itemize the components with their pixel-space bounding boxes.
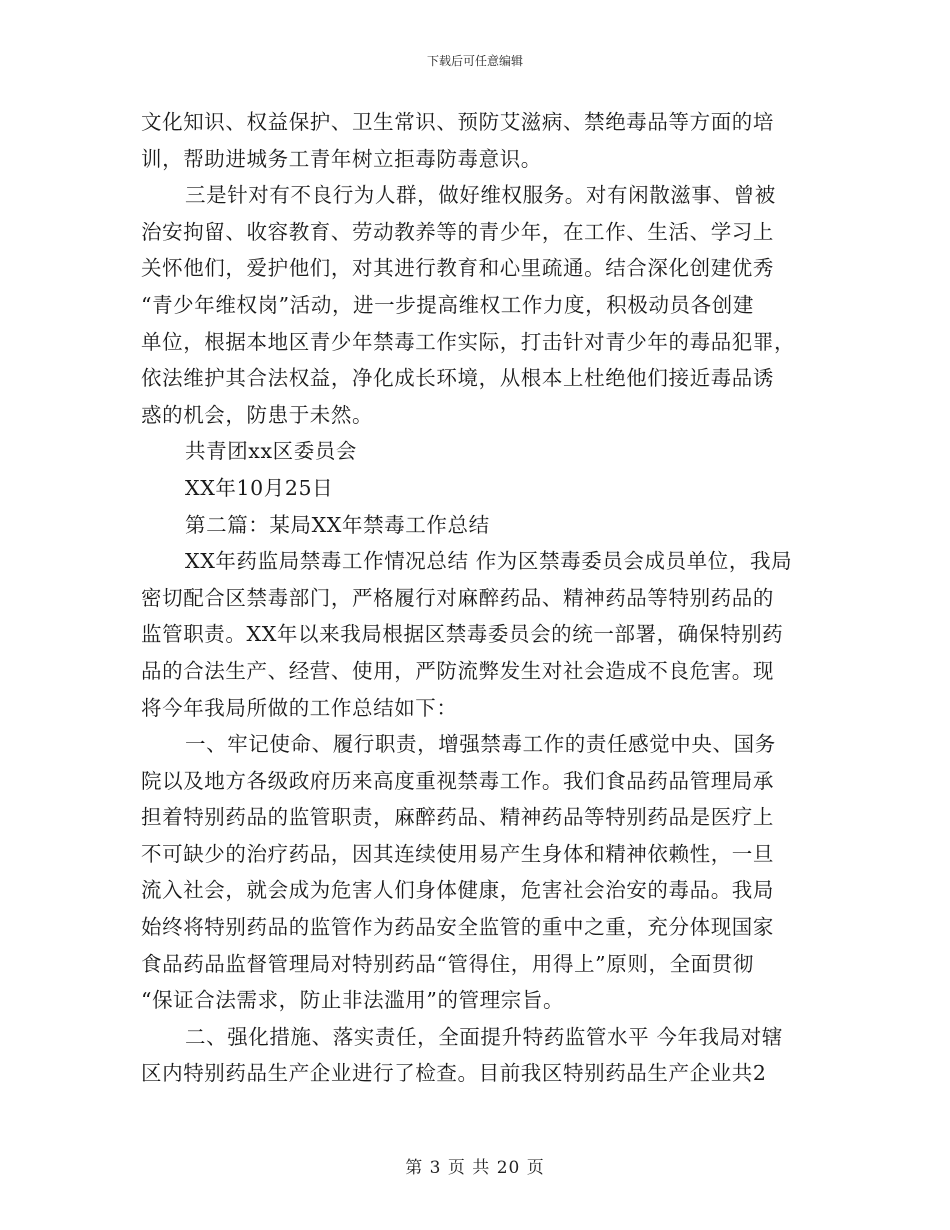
page-header: 下载后可任意编辑 [426,54,523,68]
footer-middle: 页 共 [447,1158,491,1178]
text-line: 监管职责。XX年以来我局根据区禁毒委员会的统一部署，确保特别药 [141,622,784,647]
text-line: 院以及地方各级政府历来高度重视禁毒工作。我们食品药品管理局承 [141,768,774,793]
text-line: 流入社会，就会成为危害人们身体健康，危害社会治安的毒品。我局 [141,878,774,903]
text-line: XX年药监局禁毒工作情况总结 作为区禁毒委员会成员单位，我局 [185,549,793,574]
text-line: 担着特别药品的监管职责，麻醉药品、精神药品等特别药品是医疗上 [141,805,774,830]
text-line: 共青团xx区委员会 [185,439,358,464]
text-line: 治安拘留、收容教育、劳动教养等的青少年，在工作、生活、学习上 [141,219,774,244]
text-line: 关怀他们，爱护他们，对其进行教育和心里疏通。结合深化创建优秀 [141,256,774,281]
text-line: 密切配合区禁毒部门，严格履行对麻醉药品、精神药品等特别药品的 [141,585,774,610]
footer-suffix: 页 [526,1158,545,1178]
text-line: 单位，根据本地区青少年禁毒工作实际，打击针对青少年的毒品犯罪， [141,329,796,354]
text-line: 惑的机会，防患于未然。 [141,402,374,427]
text-line: “青少年维权岗”活动，进一步提高维权工作力度，积极动员各创建 [141,292,754,317]
text-line: 训，帮助进城务工青年树立拒毒防毒意识。 [141,146,542,171]
text-line: 始终将特别药品的监管作为药品安全监管的重中之重，充分体现国家 [141,915,774,940]
text-line: 品的合法生产、经营、使用，严防流弊发生对社会造成不良危害。现 [141,658,774,683]
text-line: 将今年我局所做的工作总结如下： [141,695,458,720]
text-line: 文化知识、权益保护、卫生常识、预防艾滋病、禁绝毒品等方面的培 [141,110,774,134]
text-line: 依法维护其合法权益，净化成长环境，从根本上杜绝他们接近毒品诱 [141,366,774,391]
text-line: 二、强化措施、落实责任，全面提升特药监管水平 今年我局对辖 [185,1024,783,1049]
footer-total-pages: 20 [496,1158,521,1178]
page-footer [0,1153,950,1178]
text-line: 三是针对有不良行为人群，做好维权服务。对有闲散滋事、曾被 [185,183,776,208]
text-line: 第二篇：某局XX年禁毒工作总结 [185,512,490,537]
text-line: 一、牢记使命、履行职责，增强禁毒工作的责任感觉中央、国务 [185,732,776,757]
footer-prefix: 第 [405,1158,424,1178]
footer-current-page: 3 [429,1158,442,1178]
text-line: “保证合法需求，防止非法滥用”的管理宗旨。 [141,988,565,1013]
document-body [141,104,801,1092]
text-line: 不可缺少的治疗药品，因其连续使用易产生身体和精神依赖性，一旦 [141,841,774,866]
text-line: 区内特别药品生产企业进行了检查。目前我区特别药品生产企业共2 [141,1061,767,1086]
text-line: 食品药品监督管理局对特别药品“管得住，用得上”原则，全面贯彻 [141,951,754,976]
text-line: XX年10月25日 [185,475,334,500]
